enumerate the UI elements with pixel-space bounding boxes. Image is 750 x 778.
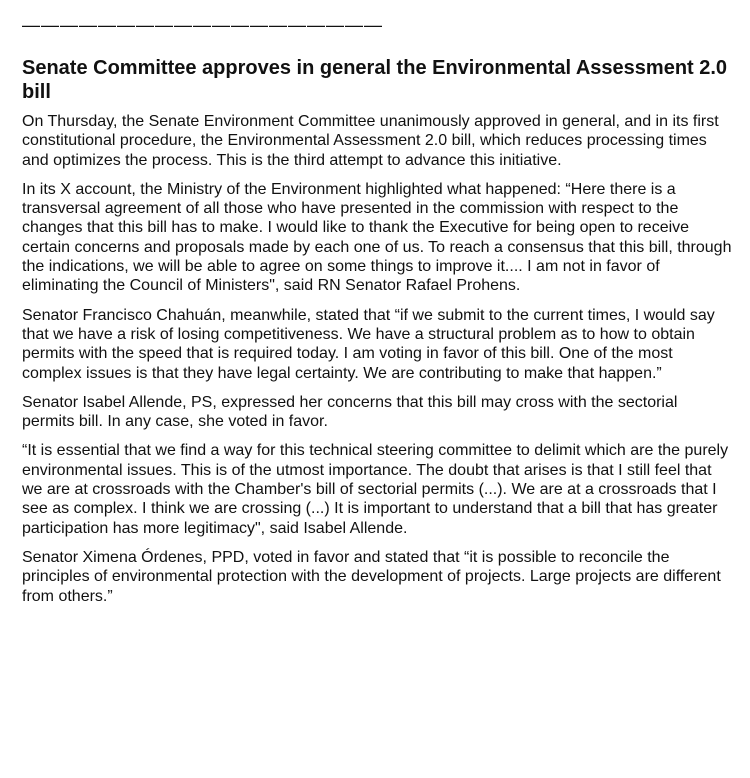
paragraph-ordenes-quote: Senator Ximena Órdenes, PPD, voted in favor and stated that “it is possible to reconcile the principles of environmental protection with the development of projects. Large projects are different from others.” <box>22 548 721 605</box>
paragraph-intro: On Thursday, the Senate Environment Committee unanimously approved in general, and in its first constitutional procedure, the Environmental Assessment 2.0 bill, which reduces processing times and optimizes the process. This is the third attempt to advance this initiative. <box>22 113 719 169</box>
paragraph-chahuan-quote: Senator Francisco Chahuán, meanwhile, stated that “if we submit to the current times, I would say that we have a risk of losing competitiveness. We have a structural problem as to how to obtain permits with the speed that is required today. I am voting in favor of this bill. One of the most complex issues is that they have legal certainty. We are contributing to make that happen.” <box>22 306 715 382</box>
paragraph-ministry-quote: In its X account, the Ministry of the Environment highlighted what happened: “Here there is a transversal agreement of all those who have presented in the commission with respect to the changes that this bill has to make. I would like to thank the Executive for being open to receive certain concerns and proposals made by each one of us. To reach a consensus that this bill, through the indications, we will be able to agree on some things to improve it.... I am not in favor of eliminating the Council of Ministers", said RN Senator Rafael Prohens. <box>22 180 732 295</box>
paragraph-allende-quote: “It is essential that we find a way for this technical steering committee to delimit which are the purely environmental issues. This is of the utmost importance. The doubt that arises is that I still feel that we are at crossroads with the Chamber's bill of sectorial permits (...). We are at a crossroads that I see as complex. I think we are crossing (...) It is important to understand that a bill that has greater participation has more legitimacy", said Isabel Allende. <box>22 442 729 537</box>
top-separator: ——————————————————— <box>22 15 383 35</box>
paragraph-allende-summary: Senator Isabel Allende, PS, expressed her concerns that this bill may cross with the sectorial permits bill. In any case, she voted in favor. <box>22 393 678 431</box>
article-title: Senate Committee approves in general the Environmental Assessment 2.0 bill <box>22 57 728 103</box>
